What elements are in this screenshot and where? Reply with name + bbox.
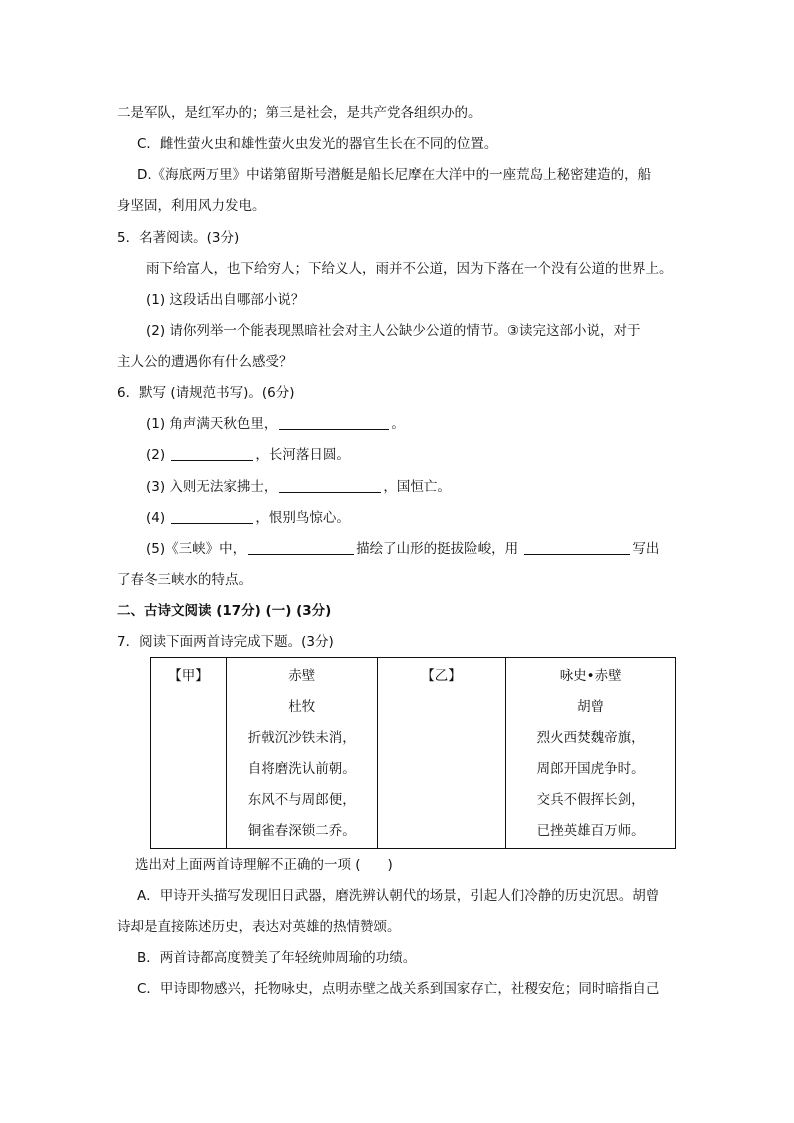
poem-a-line: 自将磨洗认前朝。 bbox=[247, 761, 356, 777]
text: ，长河落日圆。 bbox=[255, 447, 350, 463]
text: (1) 角声满天秋色里， bbox=[146, 416, 278, 432]
poem-a-line: 东风不与周郎便， bbox=[247, 792, 356, 808]
answer-blank[interactable] bbox=[524, 540, 630, 555]
option-c: C．雌性萤火虫和雄性萤火虫发光的器官生长在不同的位置。 bbox=[137, 136, 498, 152]
option-c: C．甲诗即物感兴，托物咏史，点明赤壁之战关系到国家存亡，社稷安危；同时暗指自己 bbox=[137, 981, 660, 997]
poem-b-cell bbox=[506, 658, 676, 849]
question-5-2: (2) 请你列举一个能表现黑暗社会对主人公缺少公道的情节。③读完这部小说，对于 bbox=[146, 323, 641, 339]
question-6-1 bbox=[146, 414, 405, 434]
text: (2) bbox=[146, 447, 170, 463]
option-a: A．甲诗开头描写发现旧日武器，磨洗辨认朝代的场景，引起人们冷静的历史沉思。胡曾 bbox=[137, 888, 660, 904]
answer-blank[interactable] bbox=[279, 478, 381, 493]
answer-blank[interactable] bbox=[171, 509, 253, 524]
option-b: B．两首诗都高度赞美了年轻统帅周瑜的功绩。 bbox=[137, 950, 417, 966]
question-7-title: 7．阅读下面两首诗完成下题。(3分) bbox=[117, 634, 334, 650]
answer-blank[interactable] bbox=[248, 540, 354, 555]
poem-a-label: 【甲】 bbox=[168, 668, 209, 684]
poem-b-label-cell bbox=[377, 658, 506, 849]
text-line: 主人公的遭遇你有什么感受？ bbox=[117, 354, 293, 370]
poem-a-cell bbox=[226, 658, 377, 849]
poem-b-line: 烈火西焚魏帝旗， bbox=[536, 730, 645, 746]
text-line: 二是军队，是红军办的；第三是社会，是共产党各组织办的。 bbox=[117, 105, 482, 121]
question-5-1: (1) 这段话出自哪部小说？ bbox=[146, 292, 305, 308]
poem-a-label-cell bbox=[151, 658, 227, 849]
text-line: 身坚固，利用风力发电。 bbox=[117, 198, 266, 214]
question-5-title: 5．名著阅读。(3分) bbox=[117, 230, 240, 246]
text: ，国恒亡。 bbox=[383, 479, 451, 495]
poem-a-author: 杜牧 bbox=[288, 699, 316, 715]
question-6-5 bbox=[146, 539, 659, 559]
poem-b-author: 胡曾 bbox=[577, 699, 605, 715]
poem-b-line: 周郎开国虎争时。 bbox=[536, 761, 645, 777]
poem-b-label: 【乙】 bbox=[421, 668, 462, 684]
question-7-prompt: 选出对上面两首诗理解不正确的一项 ( ) bbox=[135, 857, 393, 873]
text-line: 了春冬三峡水的特点。 bbox=[117, 572, 252, 588]
answer-blank[interactable] bbox=[171, 446, 253, 461]
poem-a-line: 铜雀春深锁二乔。 bbox=[247, 823, 356, 839]
quote: 雨下给富人，也下给穷人；下给义人，雨并不公道，因为下落在一个没有公道的世界上。 bbox=[146, 261, 673, 277]
text: 描绘了山形的挺拔险峻，用 bbox=[356, 541, 519, 557]
question-6-title: 6．默写 (请规范书写)。(6分) bbox=[117, 385, 295, 401]
text: ，恨别鸟惊心。 bbox=[255, 510, 350, 526]
poem-a-line: 折戟沉沙铁未消， bbox=[247, 730, 356, 746]
question-6-3 bbox=[146, 477, 451, 497]
text: 。 bbox=[391, 416, 405, 432]
question-6-4 bbox=[146, 508, 350, 528]
poem-table bbox=[150, 657, 676, 849]
option-d: D.《海底两万里》中诺第留斯号潜艇是船长尼摩在大洋中的一座荒岛上秘密建造的，船 bbox=[137, 167, 652, 183]
question-6-2 bbox=[146, 445, 350, 465]
poem-b-line: 已挫英雄百万师。 bbox=[536, 823, 645, 839]
poem-a-title: 赤壁 bbox=[288, 668, 316, 684]
text: (4) bbox=[146, 510, 170, 526]
poem-b-line: 交兵不假挥长剑， bbox=[536, 792, 645, 808]
text: (5)《三峡》中， bbox=[146, 541, 247, 557]
section-heading: 二、古诗文阅读 (17分) (一) (3分) bbox=[117, 603, 332, 619]
text: (3) 入则无法家拂士， bbox=[146, 479, 278, 495]
poem-b-title: 咏史•赤壁 bbox=[559, 668, 622, 684]
text: 写出 bbox=[632, 541, 660, 557]
text-line: 诗却是直接陈述历史，表达对英雄的热情赞颂。 bbox=[117, 919, 401, 935]
answer-blank[interactable] bbox=[279, 415, 389, 430]
